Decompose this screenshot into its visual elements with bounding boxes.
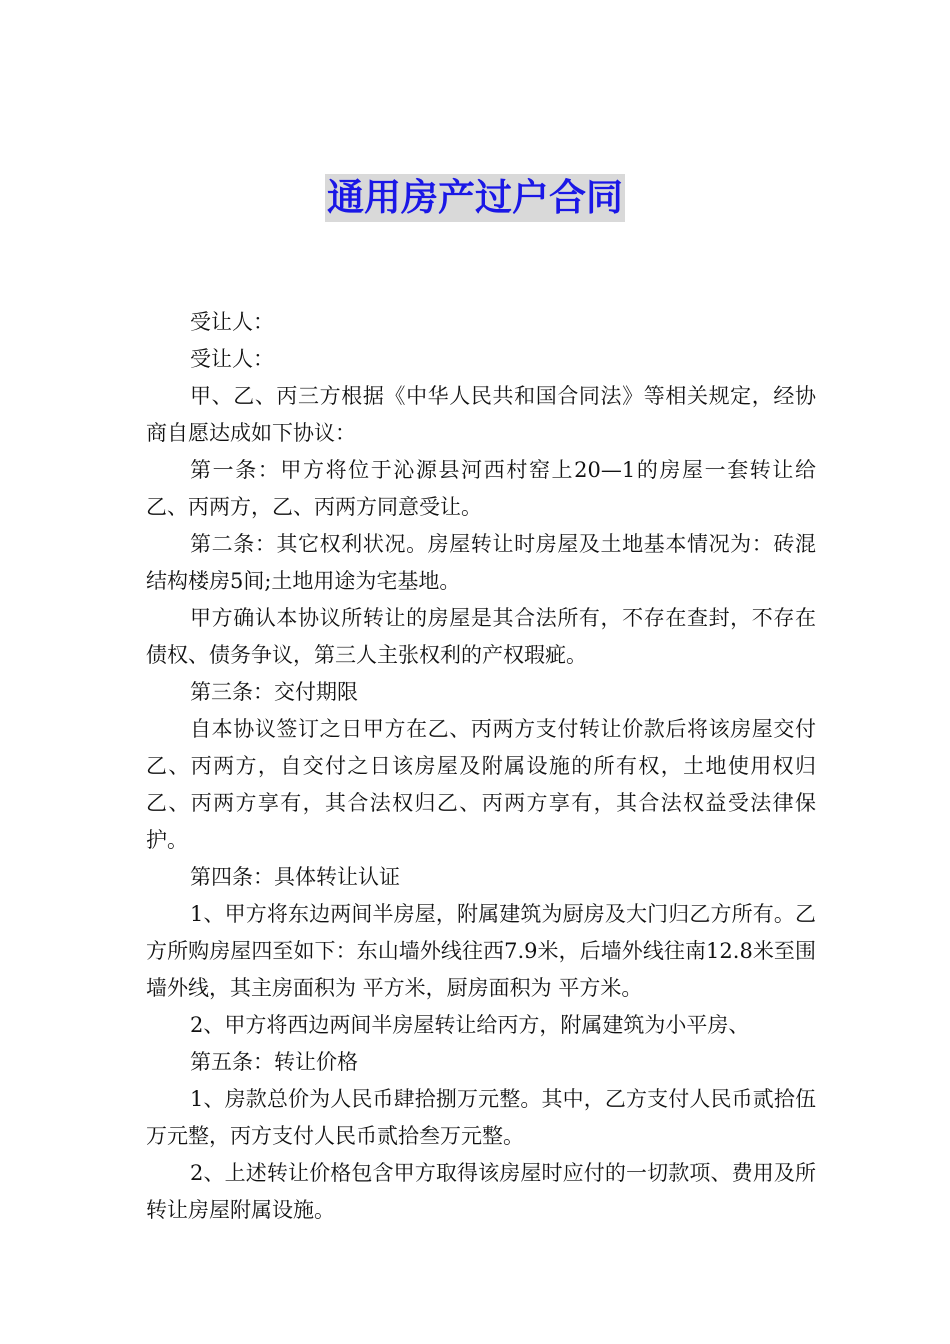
paragraph-article-4-item-2: 2、甲方将西边两间半房屋转让给丙方，附属建筑为小平房、 (190, 1013, 750, 1037)
paragraph-article-3-heading: 第三条：交付期限 (190, 680, 358, 704)
paragraph-article-5-heading: 第五条：转让价格 (190, 1050, 358, 1074)
document-body (146, 304, 816, 1229)
paragraph-article-5-item-1: 1、房款总价为人民币肆拾捌万元整。其中，乙方支付人民币贰拾伍万元整，丙方支付人民币贰拾叁万元整。 (146, 1087, 816, 1148)
paragraph-article-2: 第二条：其它权利状况。房屋转让时房屋及土地基本情况为：砖混结构楼房5间;土地用途为宅基地。 (146, 532, 816, 593)
document-title: 通用房产过户合同 (325, 174, 625, 222)
paragraph-article-1: 第一条：甲方将位于沁源县河西村窑上20—1的房屋一套转让给乙、丙两方，乙、丙两方同意受让。 (146, 458, 816, 519)
paragraph-ownership-confirmation: 甲方确认本协议所转让的房屋是其合法所有，不存在查封，不存在债权、债务争议，第三人主张权利的产权瑕疵。 (146, 606, 816, 667)
paragraph-article-4-item-1: 1、甲方将东边两间半房屋，附属建筑为厨房及大门归乙方所有。乙方所购房屋四至如下：东山墙外线往西7.9米，后墙外线往南12.8米至围墙外线，其主房面积为 平方米，厨房面积为 平方米。 (146, 902, 816, 1000)
paragraph-article-5-item-2: 2、上述转让价格包含甲方取得该房屋时应付的一切款项、费用及所转让房屋附属设施。 (146, 1161, 816, 1222)
paragraph-article-3-body: 自本协议签订之日甲方在乙、丙两方支付转让价款后将该房屋交付乙、丙两方，自交付之日该房屋及附属设施的所有权，土地使用权归乙、丙两方享有，其合法权归乙、丙两方享有，其合法权益受法律保护。 (146, 717, 816, 852)
paragraph-preamble: 甲、乙、丙三方根据《中华人民共和国合同法》等相关规定，经协商自愿达成如下协议： (146, 384, 816, 445)
paragraph-assignee-2: 受让人： (190, 347, 274, 371)
paragraph-article-4-heading: 第四条：具体转让认证 (190, 865, 400, 889)
paragraph-assignee-1: 受让人： (190, 310, 274, 334)
title-container (0, 174, 950, 222)
